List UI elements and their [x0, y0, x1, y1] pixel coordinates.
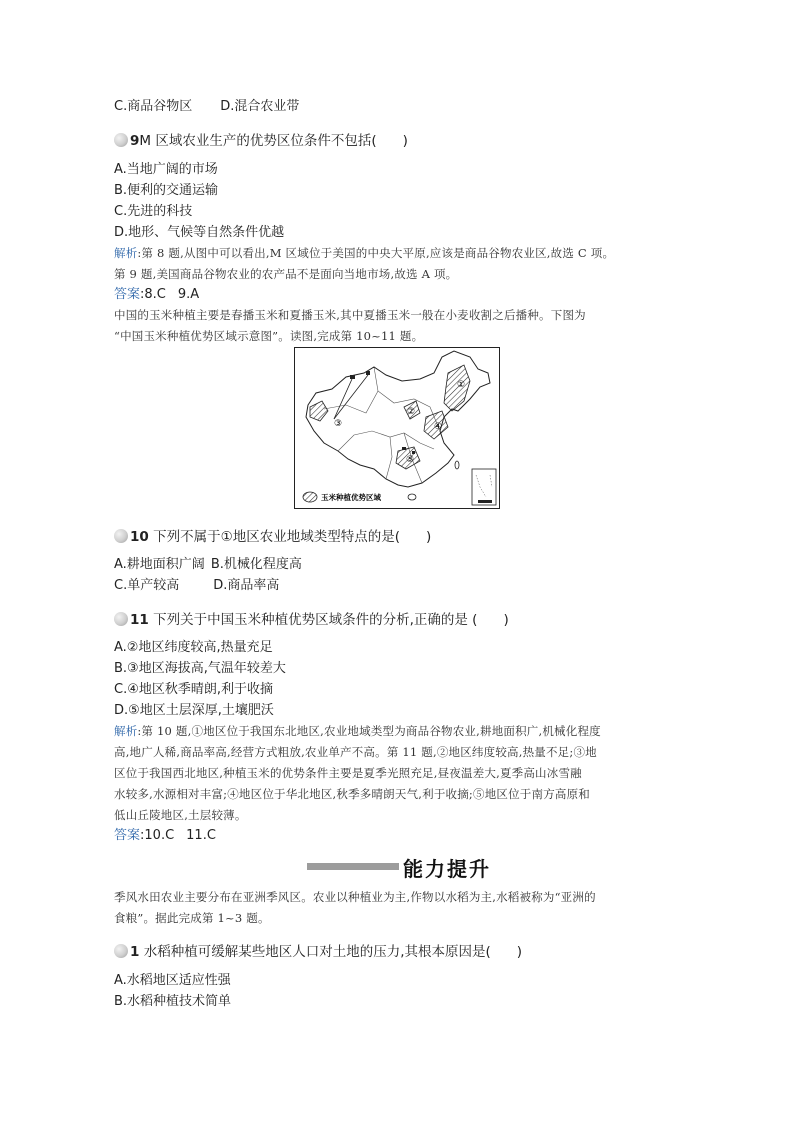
answer: [114, 287, 199, 303]
answer-label: 答案: [114, 287, 141, 302]
intro-text: 季风水田农业主要分布在亚洲季风区。农业以种植业为主,作物以水稻为主,水稻被称为“亚洲的: [114, 890, 596, 904]
option-c: C.④地区秋季晴朗,利于收摘: [114, 682, 273, 697]
option-b: B.水稻种植技术简单: [114, 994, 232, 1009]
heading-text: 能力提升: [403, 857, 491, 881]
option-b: B.机械化程度高: [210, 557, 302, 572]
option-d: D.⑤地区土层深厚,土壤肥沃: [114, 703, 274, 718]
analysis-line: 第 9 题,美国商品谷物农业的农产品不是面向当地市场,故选 A 项。: [114, 267, 458, 281]
question-bullet-icon: [114, 529, 128, 543]
question-number: 1: [130, 944, 140, 960]
option-row: [114, 578, 279, 594]
map-marker-2: ②: [407, 407, 416, 417]
option-c: C.商品谷物区: [114, 99, 193, 114]
question-bullet-icon: [114, 612, 128, 626]
question-text: M 区域农业生产的优势区位条件不包括(: [139, 133, 377, 149]
question-number: 9: [130, 133, 140, 149]
question-10: [114, 529, 431, 545]
option-a: A.水稻地区适应性强: [114, 973, 231, 988]
analysis-label: 解析: [114, 246, 138, 260]
map-marker-4: ④: [434, 422, 443, 432]
map-marker-1: ①: [457, 380, 466, 390]
option-a: A.当地广阔的市场: [114, 162, 218, 177]
legend-swatch: [303, 492, 317, 502]
question-text: 下列不属于①地区农业地域类型特点的是(: [153, 529, 400, 545]
question-11: [114, 612, 509, 628]
answer-blank-close: ): [516, 944, 523, 960]
map-graphic: [294, 347, 500, 509]
option-d: D.混合农业带: [220, 99, 300, 114]
analysis-line: 区位于我国西北地区,种植玉米的优势条件主要是夏季光照充足,昼夜温差大,夏季高山冰雪融: [114, 766, 582, 780]
analysis-line: 高,地广人稀,商品率高,经营方式粗放,农业单产不高。第 11 题,②地区纬度较高,热量不足;③地: [114, 745, 597, 759]
option-c: C.先进的科技: [114, 204, 193, 219]
heading-bar: [307, 863, 399, 870]
question-text: 水稻种植可缓解某些地区人口对土地的压力,其根本原因是(: [143, 944, 491, 960]
answer-label: 答案: [114, 828, 141, 843]
china-corn-map: [294, 347, 500, 509]
intro-text: “中国玉米种植优势区域示意图”。读图,完成第 10~11 题。: [114, 329, 424, 343]
answer-value: :8.C: [140, 287, 166, 302]
question-bullet-icon: [114, 133, 128, 147]
question-text: 下列关于中国玉米种植优势区域条件的分析,正确的是 (: [153, 612, 478, 628]
section-heading: [307, 853, 507, 879]
option-row: [114, 557, 302, 573]
intro-text: 中国的玉米种植主要是春播玉米和夏播玉米,其中夏播玉米一般在小麦收割之后播种。下图为: [114, 308, 586, 322]
answer-value: 11.C: [186, 828, 216, 843]
analysis-label: 解析: [114, 724, 138, 738]
option-row: [114, 99, 299, 115]
answer-blank-close: ): [402, 133, 408, 149]
question-number: 11: [130, 612, 149, 628]
analysis: [114, 245, 614, 261]
analysis-line: :第 10 题,①地区位于我国东北地区,农业地域类型为商品谷物农业,耕地面积广,机械化程度: [137, 724, 601, 738]
option-a: A.②地区纬度较高,热量充足: [114, 640, 273, 655]
option-d: D.地形、气候等自然条件优越: [114, 225, 285, 240]
answer-blank-close: ): [503, 612, 509, 628]
question-bullet-icon: [114, 944, 128, 958]
analysis-line: 低山丘陵地区,土层较薄。: [114, 808, 247, 822]
intro-text: 食粮”。据此完成第 1~3 题。: [114, 911, 270, 925]
analysis-line: 水较多,水源相对丰富;④地区位于华北地区,秋季多晴朗天气,利于收摘;⑤地区位于南方高原和: [114, 787, 591, 801]
analysis-line: :第 8 题,从图中可以看出,M 区域位于美国的中央大平原,应该是商品谷物农业区,故选 C 项。: [137, 246, 615, 260]
legend-label: 玉米种植优势区域: [321, 493, 381, 502]
map-marker-5: ⑤: [406, 455, 415, 465]
option-a: A.耕地面积广阔: [114, 557, 205, 572]
option-c: C.单产较高: [114, 578, 180, 593]
answer: [114, 828, 216, 844]
question-1: [114, 944, 522, 960]
option-b: B.③地区海拔高,气温年较差大: [114, 661, 286, 676]
answer-value: 9.A: [177, 287, 200, 302]
question-number: 10: [130, 529, 149, 545]
answer-value: :10.C: [140, 828, 175, 843]
map-marker-3: ③: [334, 419, 343, 429]
option-b: B.便利的交通运输: [114, 183, 219, 198]
answer-blank-close: ): [425, 529, 432, 545]
south-china-sea-inset: [472, 469, 496, 505]
analysis: [114, 723, 601, 739]
option-d: D.商品率高: [213, 578, 280, 593]
question-9: [114, 133, 408, 149]
